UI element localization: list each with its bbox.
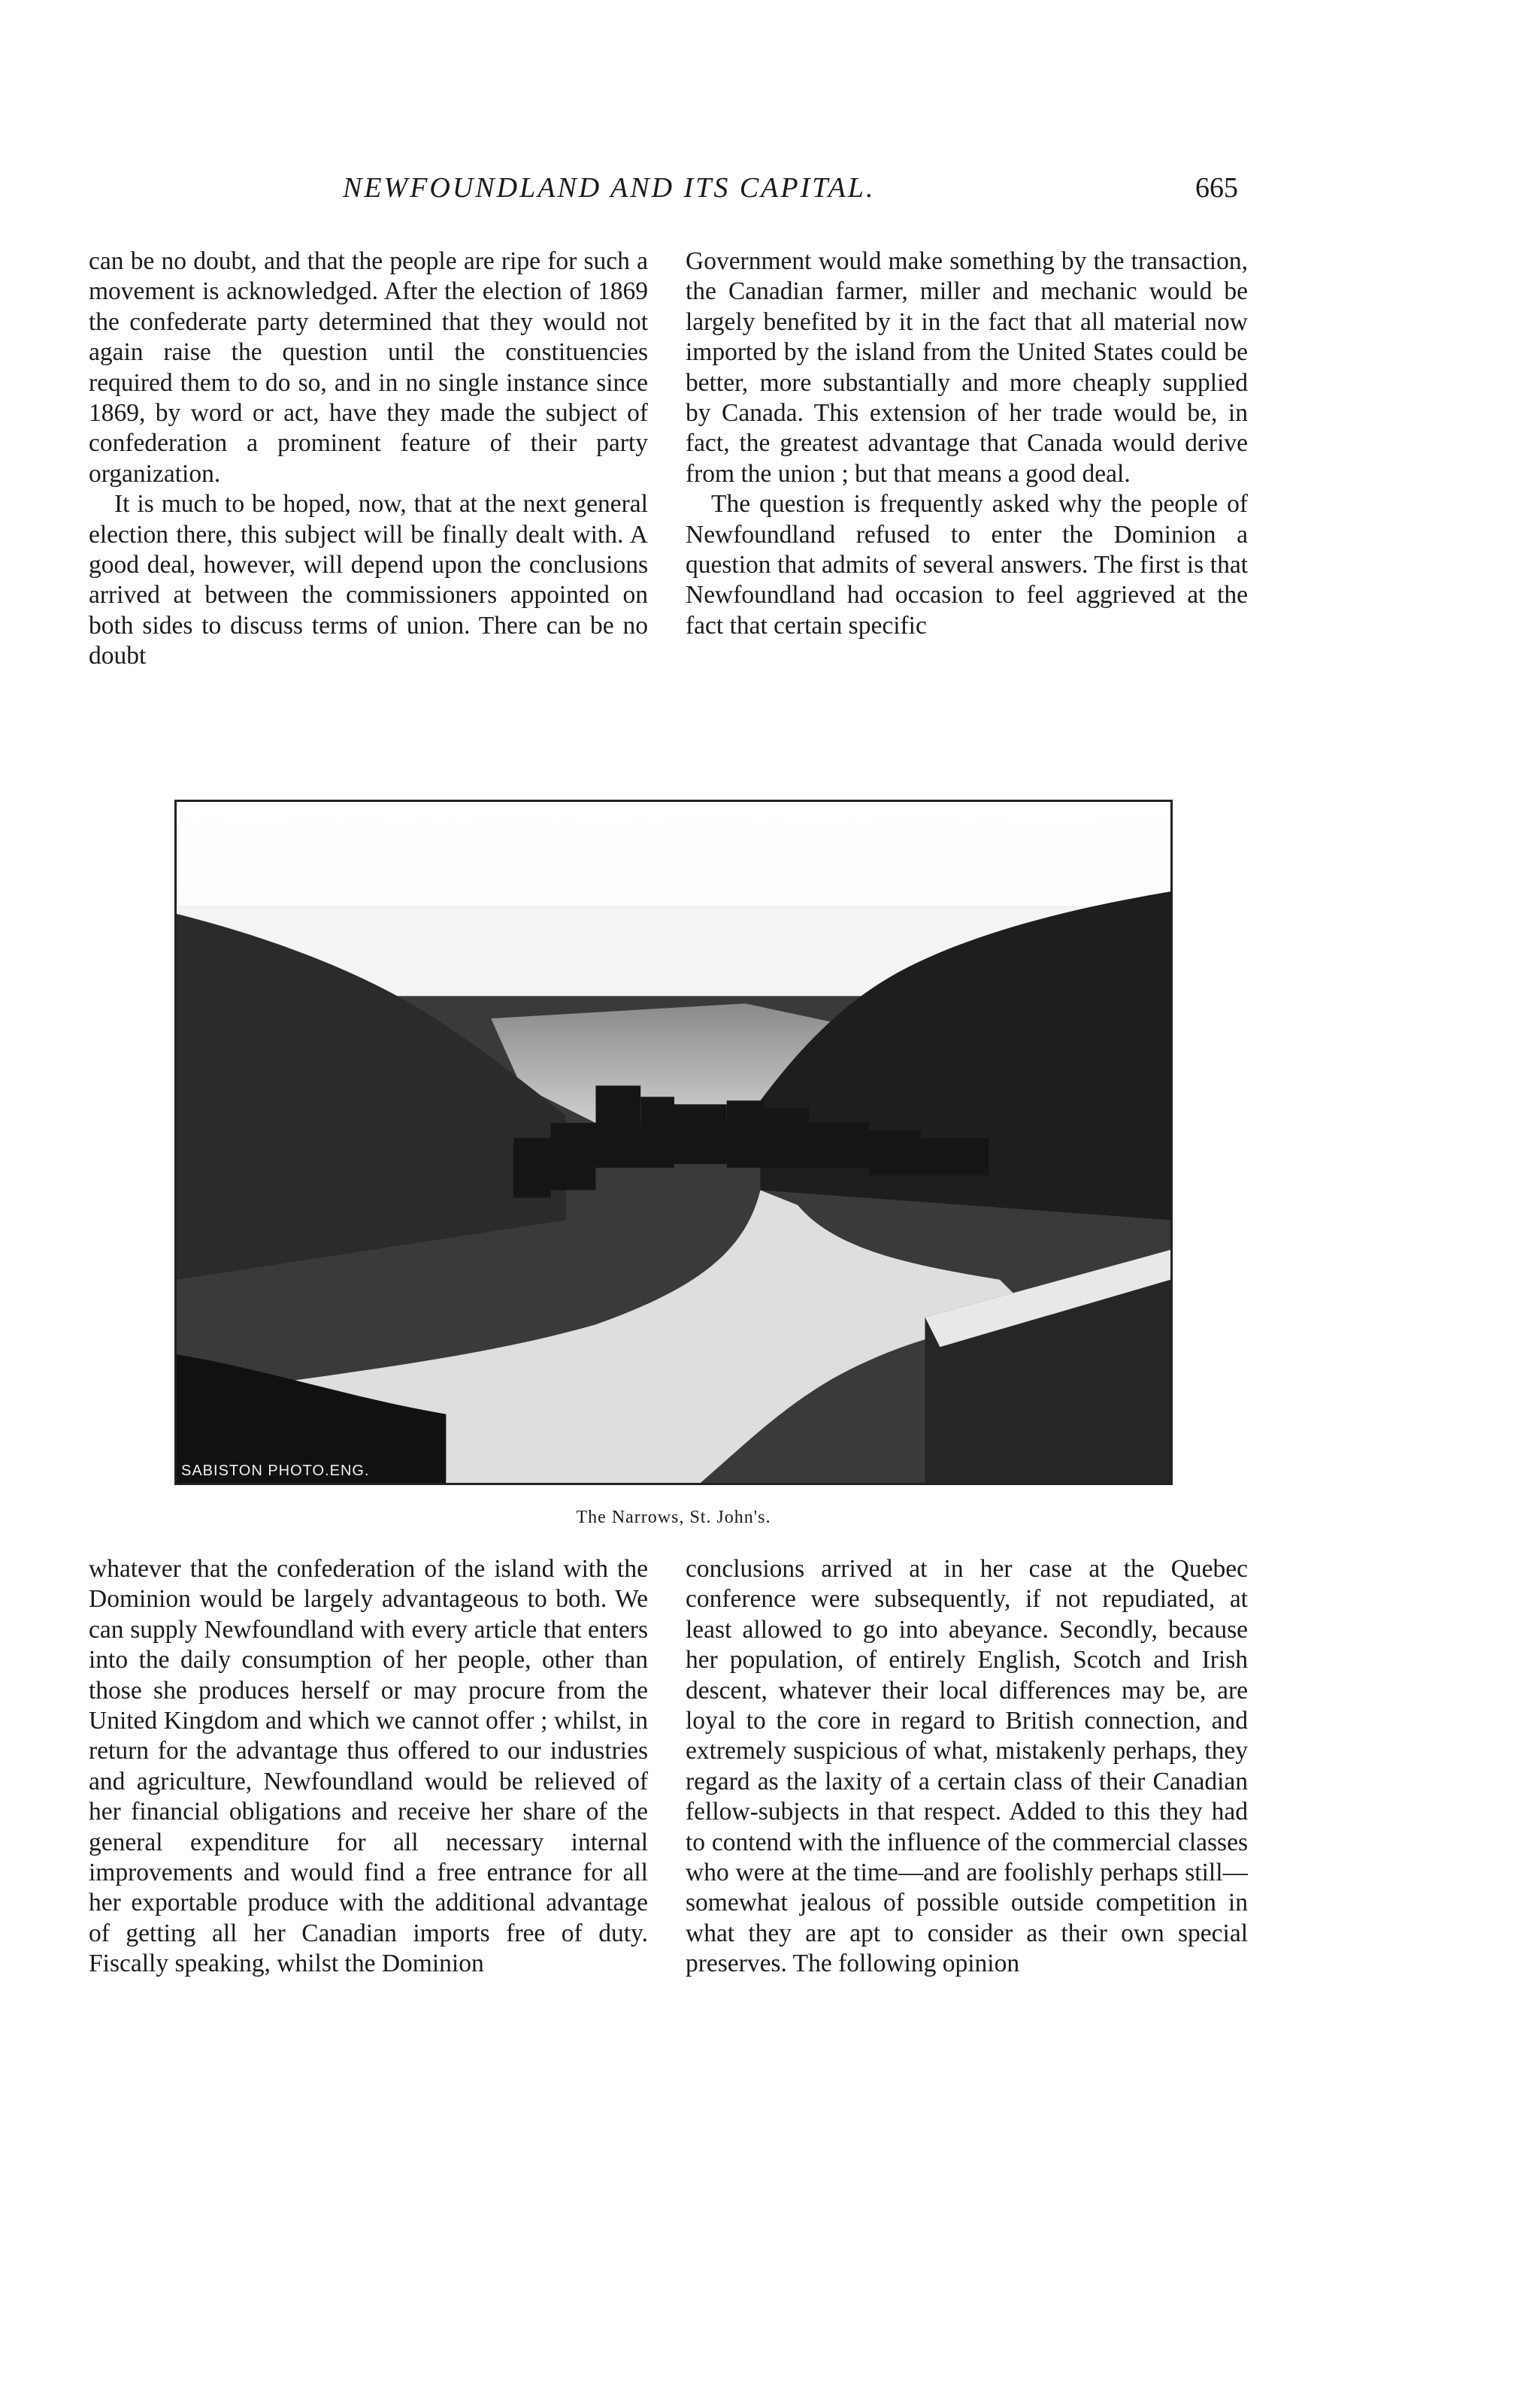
engraver-credit: SABISTON PHOTO.ENG. (181, 1463, 370, 1479)
photo-the-narrows (174, 800, 1173, 1485)
harbour-photograph (177, 802, 1170, 1483)
page-number: 665 (1195, 172, 1238, 204)
figure-caption: The Narrows, St. John's. (576, 1508, 771, 1527)
paragraph: conclusions arrived at in her case at the Quebec conference were subsequently, if not repudiated, at least allowed to go into abeyance. Secondly, because her population, of entirely English, Scotch and Irish descent, whatever their local differences may be, are loyal to the core in regard to British connection, and extremely suspicious of what, mistakenly perhaps, they regard as the laxity of a certain class of their Canadian fellow-subjects in that respect. Added to this they had to contend with the influence of the commercial classes who were at the time—and are foolishly perhaps still— somewhat jealous of possible outside competition in what they are apt to consider as their own special preserves. The following opinion (686, 1555, 1248, 1978)
running-header-title: NEWFOUNDLAND AND ITS CAPITAL. (343, 172, 876, 204)
paragraph: The question is frequently asked why the people of Newfoundland refused to enter the Dominion a question that admits of several answers. The first is that Newfoundland had occasion to feel aggrieved at the fact that certain specific (686, 490, 1248, 640)
paragraph: It is much to be hoped, now, that at the next general election there, this subject will be finally dealt with. A good deal, however, will depend upon the conclusions arrived at between the commissioners appointed on both sides to discuss terms of union. There can be no doubt (89, 490, 648, 670)
lower-left-column (89, 1554, 648, 2125)
lower-right-column (686, 1554, 1248, 2125)
paragraph: whatever that the confederation of the island with the Dominion would be largely advantageous to both. We can supply Newfoundland with every article that enters into the daily consumption of her people, other than those she produces herself or may procure from the United Kingdom and which we cannot offer ; whilst, in return for the advantage thus offered to our industries and agriculture, Newfoundland would be relieved of her financial obligations and receive her share of the general expenditure for all necessary internal improvements and would find a free entrance for all her exportable produce with the additional advantage of getting all her Canadian imports free of duty. Fiscally speaking, whilst the Dominion (89, 1555, 648, 1978)
upper-left-column (89, 247, 648, 765)
upper-right-column (686, 247, 1248, 765)
paragraph: Government would make something by the transaction, the Canadian farmer, miller and mechanic would be largely benefited by it in the fact that all material now imported by the island from the United States could be better, more substantially and more cheaply supplied by Canada. This extension of her trade would be, in fact, the greatest advantage that Canada would derive from the union ; but that means a good deal. (686, 247, 1248, 488)
paragraph: can be no doubt, and that the people are ripe for such a movement is acknowledged. After the election of 1869 the confederate party determined that they would not again raise the question until the constituencies required them to do so, and in no single instance since 1869, by word or act, have they made the subject of confederation a prominent feature of their party organization. (89, 247, 648, 488)
